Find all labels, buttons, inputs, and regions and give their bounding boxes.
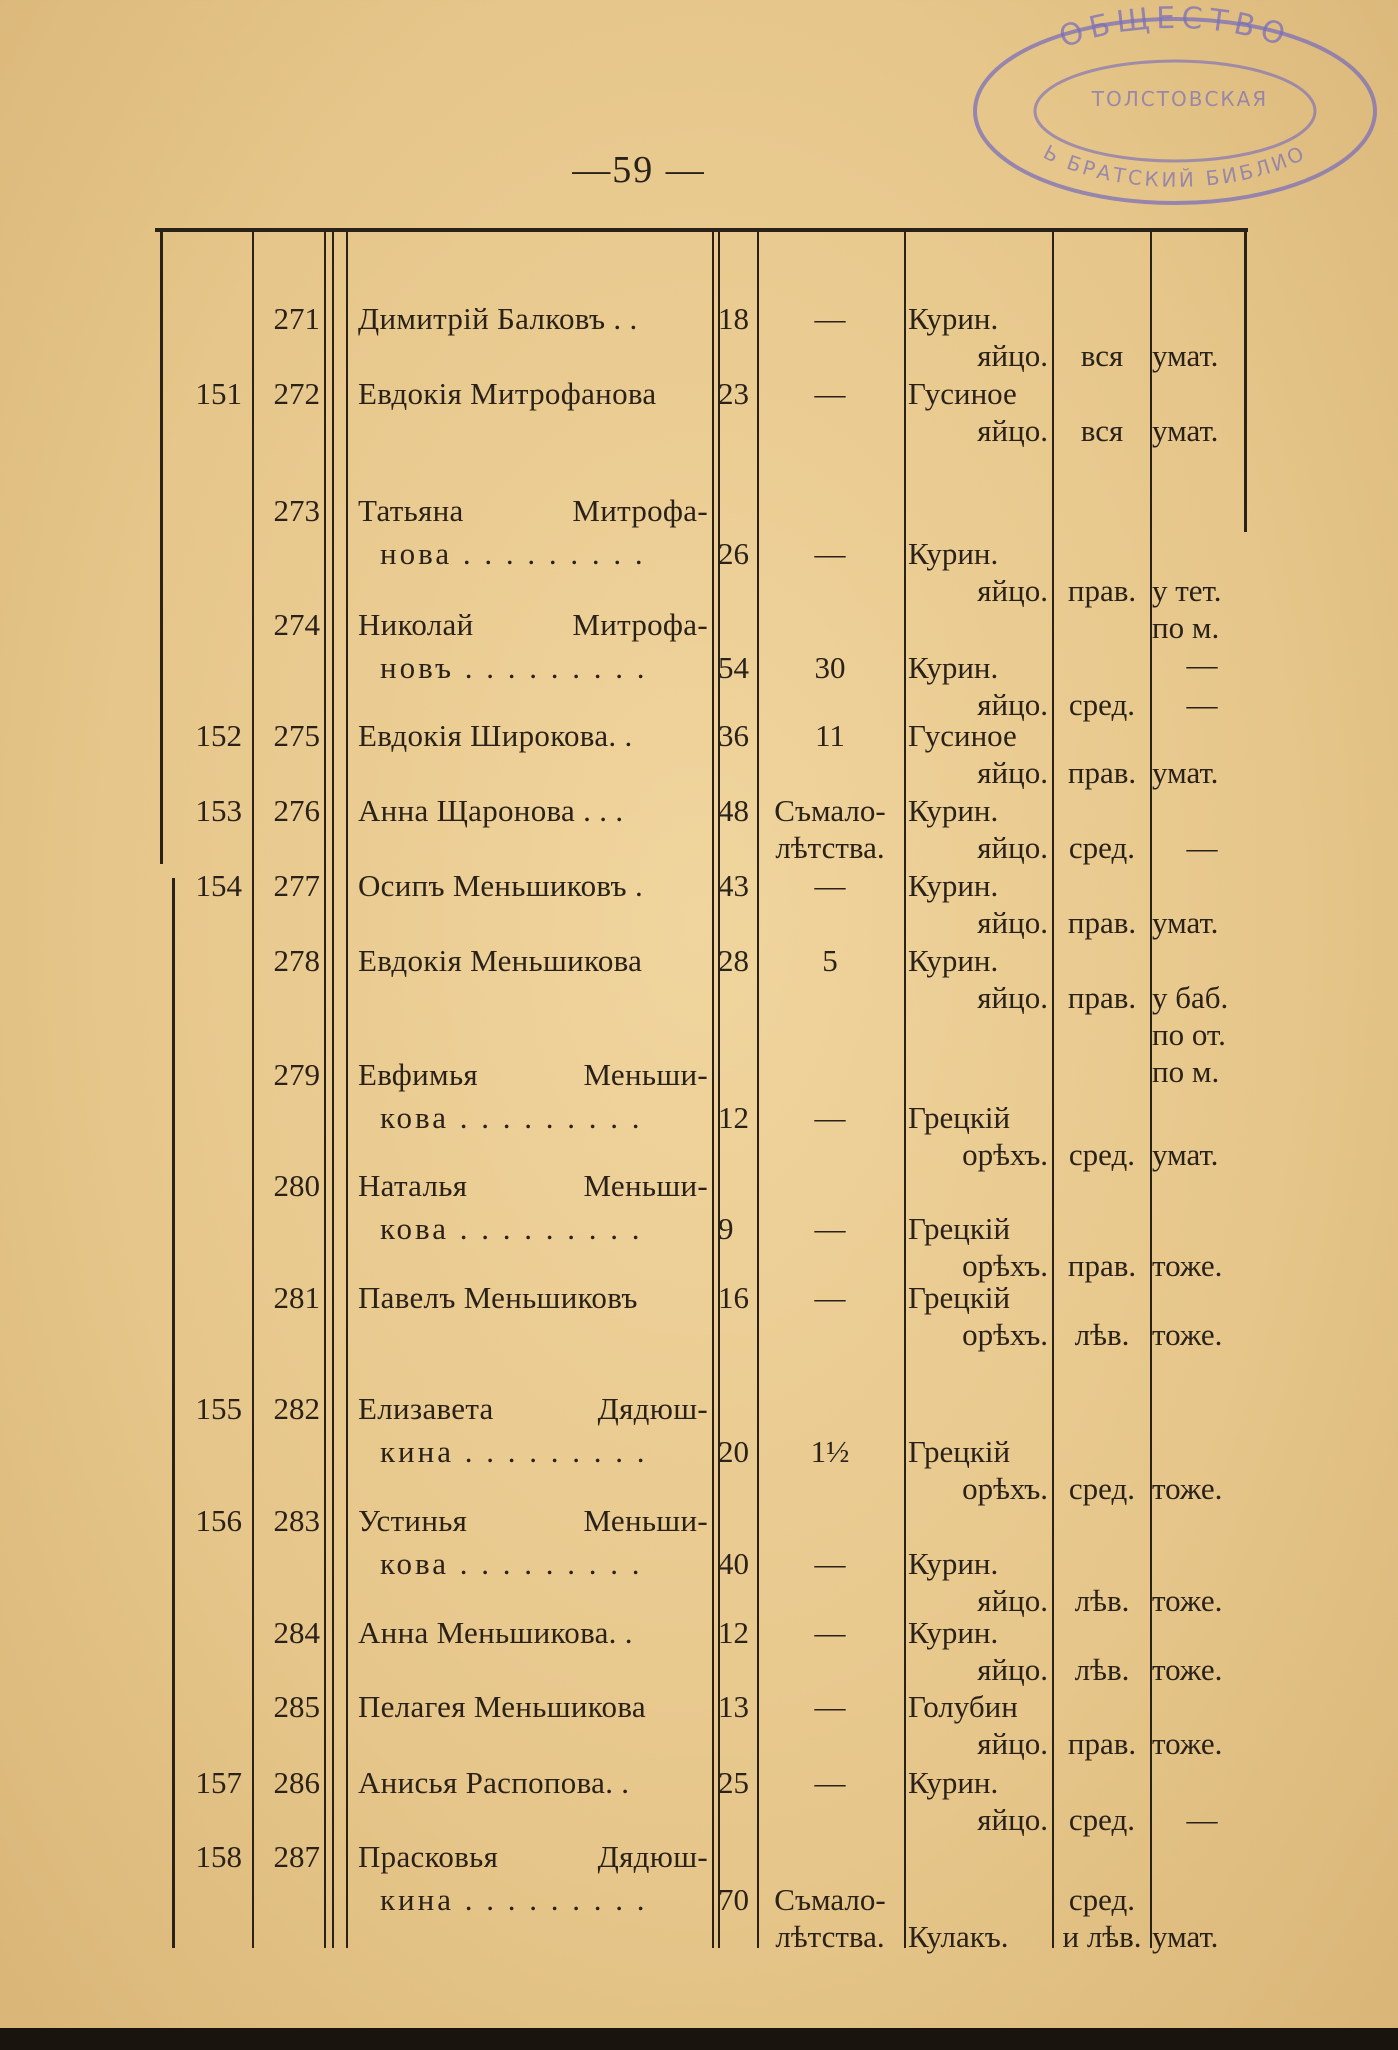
since-value: — bbox=[814, 868, 846, 903]
form-value: сред. bbox=[1068, 1882, 1136, 1917]
entry-number: 280 bbox=[273, 1168, 320, 1203]
age-value: 40 bbox=[718, 1546, 749, 1581]
form-value: прав. bbox=[1067, 1726, 1137, 1761]
size-description: Курин. bbox=[908, 1765, 999, 1800]
family-number: 157 bbox=[195, 1765, 242, 1800]
column-rule bbox=[160, 232, 163, 864]
size-description: Грецкій bbox=[908, 1100, 1011, 1135]
column-rule bbox=[712, 232, 714, 1948]
age-value: 25 bbox=[718, 1765, 749, 1800]
age-value: 48 bbox=[718, 793, 749, 828]
size-description: Курин. bbox=[908, 1546, 999, 1581]
entry-number: 284 bbox=[273, 1615, 320, 1650]
family-number: 152 bbox=[195, 718, 242, 753]
page-number: —59 — bbox=[572, 149, 706, 191]
entry-number: 278 bbox=[273, 943, 320, 978]
since-value: — bbox=[814, 1765, 846, 1800]
form-value: лѣв. bbox=[1074, 1317, 1130, 1352]
size-description: яйцо. bbox=[977, 1726, 1048, 1761]
column-rule bbox=[324, 232, 326, 1948]
since-value: Съмало- bbox=[774, 1882, 886, 1917]
since-value: — bbox=[814, 1615, 846, 1650]
entry-number: 279 bbox=[273, 1057, 320, 1092]
form-value: сред. bbox=[1068, 1137, 1136, 1172]
status-value: по м. bbox=[1152, 610, 1220, 645]
column-rule bbox=[1244, 232, 1247, 532]
size-description: орѣхъ. bbox=[962, 1137, 1048, 1172]
person-name: Елизавета Дядюш- bbox=[358, 1391, 708, 1426]
person-name: Анисья Распопова. . bbox=[358, 1765, 630, 1800]
form-value: сред. bbox=[1068, 1802, 1136, 1837]
size-description: яйцо. bbox=[977, 413, 1048, 448]
entry-number: 275 bbox=[273, 718, 320, 753]
age-value: 12 bbox=[718, 1615, 749, 1650]
age-value: 54 bbox=[718, 650, 749, 685]
since-value: — bbox=[814, 376, 846, 411]
status-value: умат. bbox=[1152, 338, 1219, 373]
status-value: умат. bbox=[1152, 1137, 1219, 1172]
size-description: Курин. bbox=[908, 536, 999, 571]
size-description: орѣхъ. bbox=[962, 1471, 1048, 1506]
form-value: прав. bbox=[1067, 905, 1137, 940]
size-description: яйцо. bbox=[977, 1802, 1048, 1837]
since-value: лѣтства. bbox=[775, 830, 885, 865]
person-name: Евфимья Меньши- bbox=[358, 1057, 708, 1092]
size-description: Курин. bbox=[908, 943, 999, 978]
size-description: Гусиное bbox=[908, 718, 1017, 753]
form-value: сред. bbox=[1068, 1471, 1136, 1506]
person-name: Прасковья Дядюш- bbox=[358, 1839, 708, 1874]
status-value: у баб. bbox=[1152, 980, 1229, 1015]
family-number: 158 bbox=[195, 1839, 242, 1874]
entry-number: 283 bbox=[273, 1503, 320, 1538]
person-name: кова . . . . . . . . . bbox=[380, 1100, 643, 1135]
column-rule bbox=[904, 232, 906, 1948]
entry-number: 287 bbox=[273, 1839, 320, 1874]
person-name: Николай Митрофа- bbox=[358, 607, 708, 642]
status-value: по от. bbox=[1152, 1017, 1226, 1052]
form-value: прав. bbox=[1067, 1248, 1137, 1283]
since-value: Съмало- bbox=[774, 793, 886, 828]
form-value: сред. bbox=[1068, 687, 1136, 722]
entry-number: 273 bbox=[273, 493, 320, 528]
age-value: 23 bbox=[718, 376, 749, 411]
since-value: — bbox=[814, 1100, 846, 1135]
since-value: — bbox=[814, 1546, 846, 1581]
form-value: лѣв. bbox=[1074, 1583, 1130, 1618]
status-value: у тет. bbox=[1152, 573, 1222, 608]
person-name: Анна Щаронова . . . bbox=[358, 793, 624, 828]
size-description: Грецкій bbox=[908, 1211, 1011, 1246]
age-value: 13 bbox=[718, 1689, 749, 1724]
form-value: вся bbox=[1080, 338, 1124, 373]
person-name: Татьяна Митрофа- bbox=[358, 493, 708, 528]
person-name: кова . . . . . . . . . bbox=[380, 1211, 643, 1246]
size-description: орѣхъ. bbox=[962, 1248, 1048, 1283]
person-name: Анна Меньшикова. . bbox=[358, 1615, 633, 1650]
form-value: прав. bbox=[1067, 755, 1137, 790]
family-number: 153 bbox=[195, 793, 242, 828]
size-description: Курин. bbox=[908, 650, 999, 685]
age-value: 43 bbox=[718, 868, 749, 903]
person-name: Евдокія Меньшикова bbox=[358, 943, 643, 978]
age-value: 9 bbox=[718, 1211, 734, 1246]
status-value: — bbox=[1186, 1802, 1218, 1837]
status-value: — bbox=[1186, 687, 1218, 722]
size-description: яйцо. bbox=[977, 1652, 1048, 1687]
since-value: — bbox=[814, 1280, 846, 1315]
form-value: и лѣв. bbox=[1062, 1919, 1142, 1954]
person-name: кина . . . . . . . . . bbox=[380, 1882, 648, 1917]
size-description: Курин. bbox=[908, 1615, 999, 1650]
status-value: тоже. bbox=[1152, 1317, 1223, 1352]
since-value: 30 bbox=[814, 650, 846, 685]
age-value: 18 bbox=[718, 301, 749, 336]
age-value: 16 bbox=[718, 1280, 749, 1315]
size-description: яйцо. bbox=[977, 905, 1048, 940]
status-value: — bbox=[1186, 647, 1218, 682]
family-number: 155 bbox=[195, 1391, 242, 1426]
size-description: яйцо. bbox=[977, 980, 1048, 1015]
entry-number: 285 bbox=[273, 1689, 320, 1724]
since-value: 1½ bbox=[810, 1434, 850, 1469]
size-description: Курин. bbox=[908, 868, 999, 903]
column-rule bbox=[332, 232, 334, 1948]
size-description: яйцо. bbox=[977, 687, 1048, 722]
since-value: — bbox=[814, 536, 846, 571]
size-description: яйцо. bbox=[977, 755, 1048, 790]
person-name: Устинья Меньши- bbox=[358, 1503, 708, 1538]
age-value: 12 bbox=[718, 1100, 749, 1135]
form-value: прав. bbox=[1067, 980, 1137, 1015]
form-value: сред. bbox=[1068, 830, 1136, 865]
since-value: 5 bbox=[822, 943, 838, 978]
stamp-bottom-text: Ь БРАТСКИЙ БИБЛИО bbox=[1039, 139, 1311, 192]
entry-number: 282 bbox=[273, 1391, 320, 1426]
stamp-top-text: ОБЩЕСТВО bbox=[1054, 6, 1296, 56]
status-value: тоже. bbox=[1152, 1583, 1223, 1618]
column-rule bbox=[346, 232, 348, 1948]
entry-number: 281 bbox=[273, 1280, 320, 1315]
size-description: яйцо. bbox=[977, 338, 1048, 373]
since-value: лѣтства. bbox=[775, 1919, 885, 1954]
size-description: Кулакъ. bbox=[908, 1919, 1009, 1954]
status-value: умат. bbox=[1152, 755, 1219, 790]
since-value: — bbox=[814, 1211, 846, 1246]
status-value: тоже. bbox=[1152, 1248, 1223, 1283]
status-value: тоже. bbox=[1152, 1652, 1223, 1687]
family-number: 154 bbox=[195, 868, 242, 903]
age-value: 36 bbox=[718, 718, 749, 753]
since-value: — bbox=[814, 301, 846, 336]
size-description: Гусиное bbox=[908, 376, 1017, 411]
family-number: 156 bbox=[195, 1503, 242, 1538]
status-value: тоже. bbox=[1152, 1726, 1223, 1761]
person-name: Евдокія Митрофанова bbox=[358, 376, 657, 411]
family-number: 151 bbox=[195, 376, 242, 411]
entry-number: 271 bbox=[273, 301, 320, 336]
age-value: 28 bbox=[718, 943, 749, 978]
size-description: Грецкій bbox=[908, 1434, 1011, 1469]
age-value: 20 bbox=[718, 1434, 749, 1469]
person-name: кова . . . . . . . . . bbox=[380, 1546, 643, 1581]
entry-number: 276 bbox=[273, 793, 320, 828]
form-value: лѣв. bbox=[1074, 1652, 1130, 1687]
size-description: яйцо. bbox=[977, 830, 1048, 865]
person-name: кина . . . . . . . . . bbox=[380, 1434, 648, 1469]
form-value: вся bbox=[1080, 413, 1124, 448]
size-description: Курин. bbox=[908, 793, 999, 828]
person-name: новъ . . . . . . . . . bbox=[380, 650, 648, 685]
size-description: Грецкій bbox=[908, 1280, 1011, 1315]
person-name: Димитрій Балковъ . . bbox=[358, 301, 638, 336]
age-value: 26 bbox=[718, 536, 749, 571]
person-name: Павелъ Меньшиковъ bbox=[358, 1280, 638, 1315]
size-description: орѣхъ. bbox=[962, 1317, 1048, 1352]
status-value: умат. bbox=[1152, 1919, 1219, 1954]
size-description: яйцо. bbox=[977, 573, 1048, 608]
status-value: умат. bbox=[1152, 413, 1219, 448]
person-name: Пелагея Меньшикова bbox=[358, 1689, 646, 1724]
person-name: Евдокія Широкова. . bbox=[358, 718, 633, 753]
entry-number: 277 bbox=[273, 868, 320, 903]
size-description: Курин. bbox=[908, 301, 999, 336]
size-description: яйцо. bbox=[977, 1583, 1048, 1618]
column-rule bbox=[1052, 232, 1054, 1948]
entry-number: 286 bbox=[273, 1765, 320, 1800]
age-value: 70 bbox=[718, 1882, 749, 1917]
column-rule bbox=[252, 232, 254, 1948]
form-value: прав. bbox=[1067, 573, 1137, 608]
status-value: тоже. bbox=[1152, 1471, 1223, 1506]
entry-number: 274 bbox=[273, 607, 320, 642]
status-value: — bbox=[1186, 830, 1218, 865]
person-name: Наталья Меньши- bbox=[358, 1168, 708, 1203]
status-value: по м. bbox=[1152, 1054, 1220, 1089]
entry-number: 272 bbox=[273, 376, 320, 411]
table-top-rule bbox=[155, 228, 1248, 232]
since-value: 11 bbox=[815, 718, 845, 753]
since-value: — bbox=[814, 1689, 846, 1724]
person-name: Осипъ Меньшиковъ . bbox=[358, 868, 643, 903]
size-description: Голубин bbox=[908, 1689, 1018, 1724]
status-value: умат. bbox=[1152, 905, 1219, 940]
stamp-middle-text: ТОЛСТОВСКАЯ bbox=[1091, 87, 1269, 111]
person-name: нова . . . . . . . . . bbox=[380, 536, 646, 571]
